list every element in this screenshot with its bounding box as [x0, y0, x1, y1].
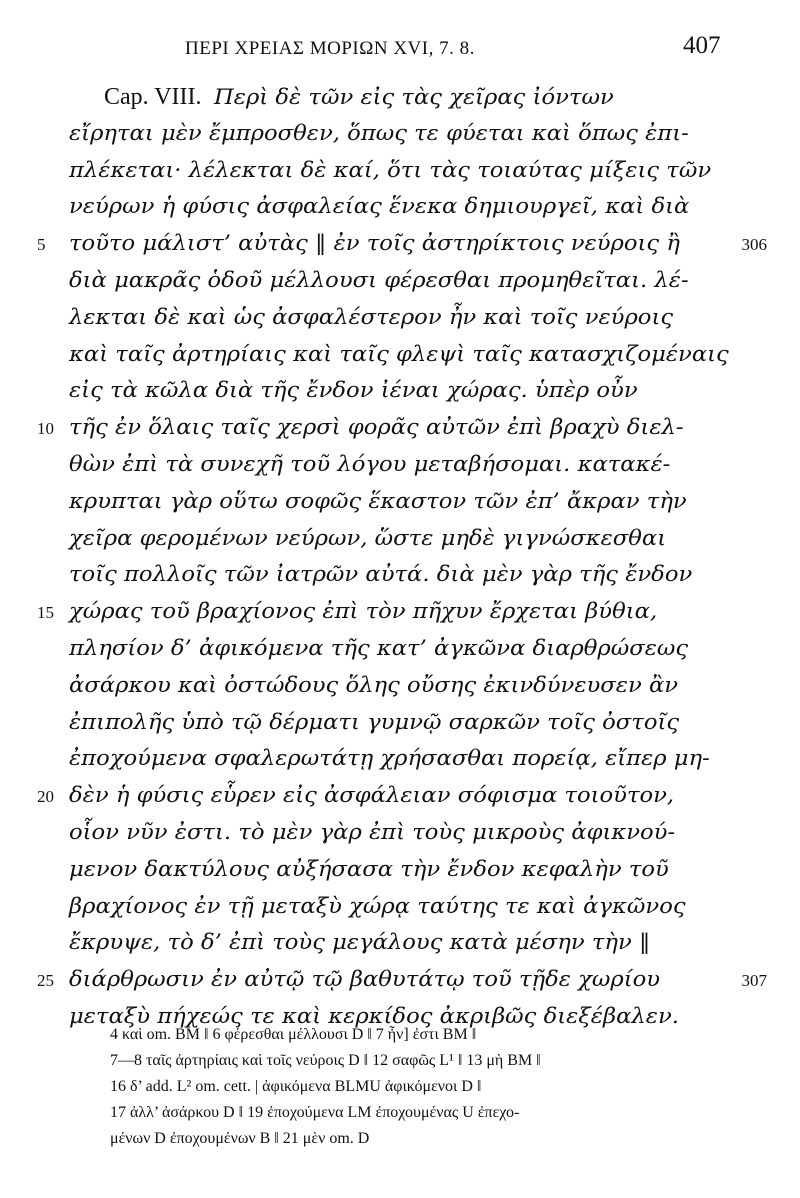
text-line — [69, 489, 731, 527]
text-line — [69, 562, 731, 600]
text-line — [69, 452, 731, 490]
line-text: καὶ ταῖς ἀρτηρίαις καὶ ταῖς φλεψὶ ταῖς κατασχιζομέναις — [69, 341, 729, 366]
line-text: πλέκεται· λέλεκται δὲ καί, ὅτι τὰς τοιαύτας μίξεις τῶν — [69, 157, 712, 182]
line-text: μενον δακτύλους αὐξήσασα τὴν ἔνδον κεφαλὴν τοῦ — [69, 856, 669, 881]
line-text: θὼν ἐπὶ τὰ συνεχῆ τοῦ λόγου μεταβήσομαι. κατακέ- — [69, 452, 671, 476]
text-line — [69, 194, 731, 232]
line-text: λεκται δὲ καὶ ὡς ἀσφαλέστερον ἦν καὶ τοῖς νεύροις — [69, 304, 674, 329]
chapter-label: Cap. VIII. — [104, 84, 202, 110]
text-line — [69, 673, 731, 711]
footnote-line: μένων D ἐποχουμένων B ‖ 21 μὲν om. D — [110, 1130, 370, 1147]
line-text: διάρθρωσιν ἐν αὐτῷ τῷ βαθυτάτῳ τοῦ τῇδε χωρίου — [69, 967, 661, 992]
text-line — [37, 415, 731, 453]
text-line — [69, 158, 731, 196]
line-text: διὰ μακρᾶς ὁδοῦ μέλλουσι φέρεσθαι προμηθεῖται. λέ- — [69, 268, 689, 292]
text-line — [37, 783, 731, 821]
footnote-line: 17 ἀλλ’ ἀσάρκου D ‖ 19 ἐποχούμενα LM ἐποχουμένας U ἐπεχο- — [110, 1104, 520, 1121]
footnote-line: 16 δ’ add. L² om. cett. | ἀφικόμενα BLMU ἀφικόμενοι D ‖ — [110, 1078, 482, 1095]
footnote-line: 4 καὶ om. BM ‖ 6 φέρεσθαι μέλλουσι D ‖ 7 ἦν] ἐστι BM ‖ — [110, 1026, 477, 1043]
line-number: 25 — [37, 971, 54, 991]
text-line — [69, 857, 731, 895]
page-number: 407 — [683, 32, 721, 59]
critical-apparatus — [110, 1026, 740, 1156]
line-text: πλησίον δ’ ἀφικόμενα τῆς κατ’ ἀγκῶνα διαρθρώσεως — [69, 636, 689, 660]
line-text: εἰς τὰ κῶλα διὰ τῆς ἔνδον ἰέναι χώρας. ὑπὲρ οὖν — [69, 378, 638, 403]
text-line — [69, 305, 731, 343]
line-text: Περὶ δὲ τῶν εἰς τὰς χεῖρας ἰόντων — [213, 85, 614, 109]
margin-page-reference: 307 — [741, 971, 767, 991]
line-text: ἐπιπολῆς ὑπὸ τῷ δέρματι γυμνῷ σαρκῶν τοῖς ὀστοῖς — [69, 709, 680, 734]
margin-page-reference: 306 — [741, 235, 767, 255]
page-header — [0, 30, 800, 70]
text-line — [69, 894, 731, 932]
text-line — [69, 930, 731, 968]
line-text: εἴρηται μὲν ἔμπροσθεν, ὅπως τε φύεται καὶ ὅπως ἐπι- — [69, 120, 689, 145]
text-line — [37, 967, 767, 1005]
line-text: τοῦτο μάλιστ’ αὐτὰς ‖ ἐν τοῖς ἀστηρίκτοις νεύροις ἢ — [69, 231, 680, 256]
line-text: μεταξὺ πήχεώς τε καὶ κερκίδος ἀκριβῶς διεξέβαλεν. — [69, 1004, 679, 1028]
line-text: δὲν ἡ φύσις εὗρεν εἰς ἀσφάλειαν σόφισμα τοιοῦτον, — [69, 783, 675, 808]
text-line — [69, 746, 731, 784]
line-text: νεύρων ἡ φύσις ἀσφαλείας ἕνεκα δημιουργεῖ, καὶ διὰ — [69, 194, 690, 219]
text-line — [37, 599, 731, 637]
line-number: 10 — [37, 419, 54, 439]
line-number: 15 — [37, 603, 54, 623]
line-text: ἀσάρκου καὶ ὀστώδους ὅλης οὔσης ἐκινδύνευσεν ἂν — [69, 672, 679, 697]
text-line — [104, 84, 724, 122]
line-text: ἔκρυψε, τὸ δ’ ἐπὶ τοὺς μεγάλους κατὰ μέσην τὴν ‖ — [69, 930, 651, 955]
line-text: οἷον νῦν ἐστι. τὸ μὲν γὰρ ἐπὶ τοὺς μικροὺς ἀφικνού- — [69, 820, 676, 844]
line-text: κρυπται γὰρ οὕτω σοφῶς ἕκαστον τῶν ἐπ’ ἄκραν τὴν — [69, 488, 687, 513]
text-line — [69, 526, 731, 564]
text-line — [69, 636, 731, 674]
line-text: τῆς ἐν ὅλαις ταῖς χερσὶ φορᾶς αὐτῶν ἐπὶ βραχὺ διελ- — [69, 415, 684, 440]
text-line — [69, 268, 731, 306]
text-line — [69, 378, 731, 416]
line-text: τοῖς πολλοῖς τῶν ἰατρῶν αὐτά. διὰ μὲν γὰρ τῆς ἔνδον — [69, 562, 693, 587]
line-text: χώρας τοῦ βραχίονος ἐπὶ τὸν πῆχυν ἔρχεται βύθια, — [69, 599, 658, 624]
line-text: βραχίονος ἐν τῇ μεταξὺ χώρᾳ ταύτης τε καὶ ἀγκῶνος — [69, 893, 686, 918]
text-line — [69, 342, 731, 380]
text-line — [69, 820, 731, 858]
line-number: 5 — [37, 235, 46, 255]
text-line — [69, 121, 731, 159]
footnote-line: 7—8 ταῖς ἀρτηρίαις καὶ τοῖς νεύροις D ‖ 12 σαφῶς L¹ ‖ 13 μὴ BM ‖ — [110, 1052, 541, 1069]
running-title: ΠΕΡΙ ΧΡΕΙΑΣ ΜΟΡΙΩΝ XVI, 7. 8. — [185, 38, 475, 59]
line-text: χεῖρα φερομένων νεύρων, ὥστε μηδὲ γιγνώσκεσθαι — [69, 525, 667, 550]
line-text: ἐποχούμενα σφαλερωτάτῃ χρήσασθαι πορείᾳ, εἴπερ μη- — [69, 746, 710, 771]
text-line — [69, 710, 731, 748]
text-line — [37, 231, 767, 269]
line-number: 20 — [37, 787, 54, 807]
